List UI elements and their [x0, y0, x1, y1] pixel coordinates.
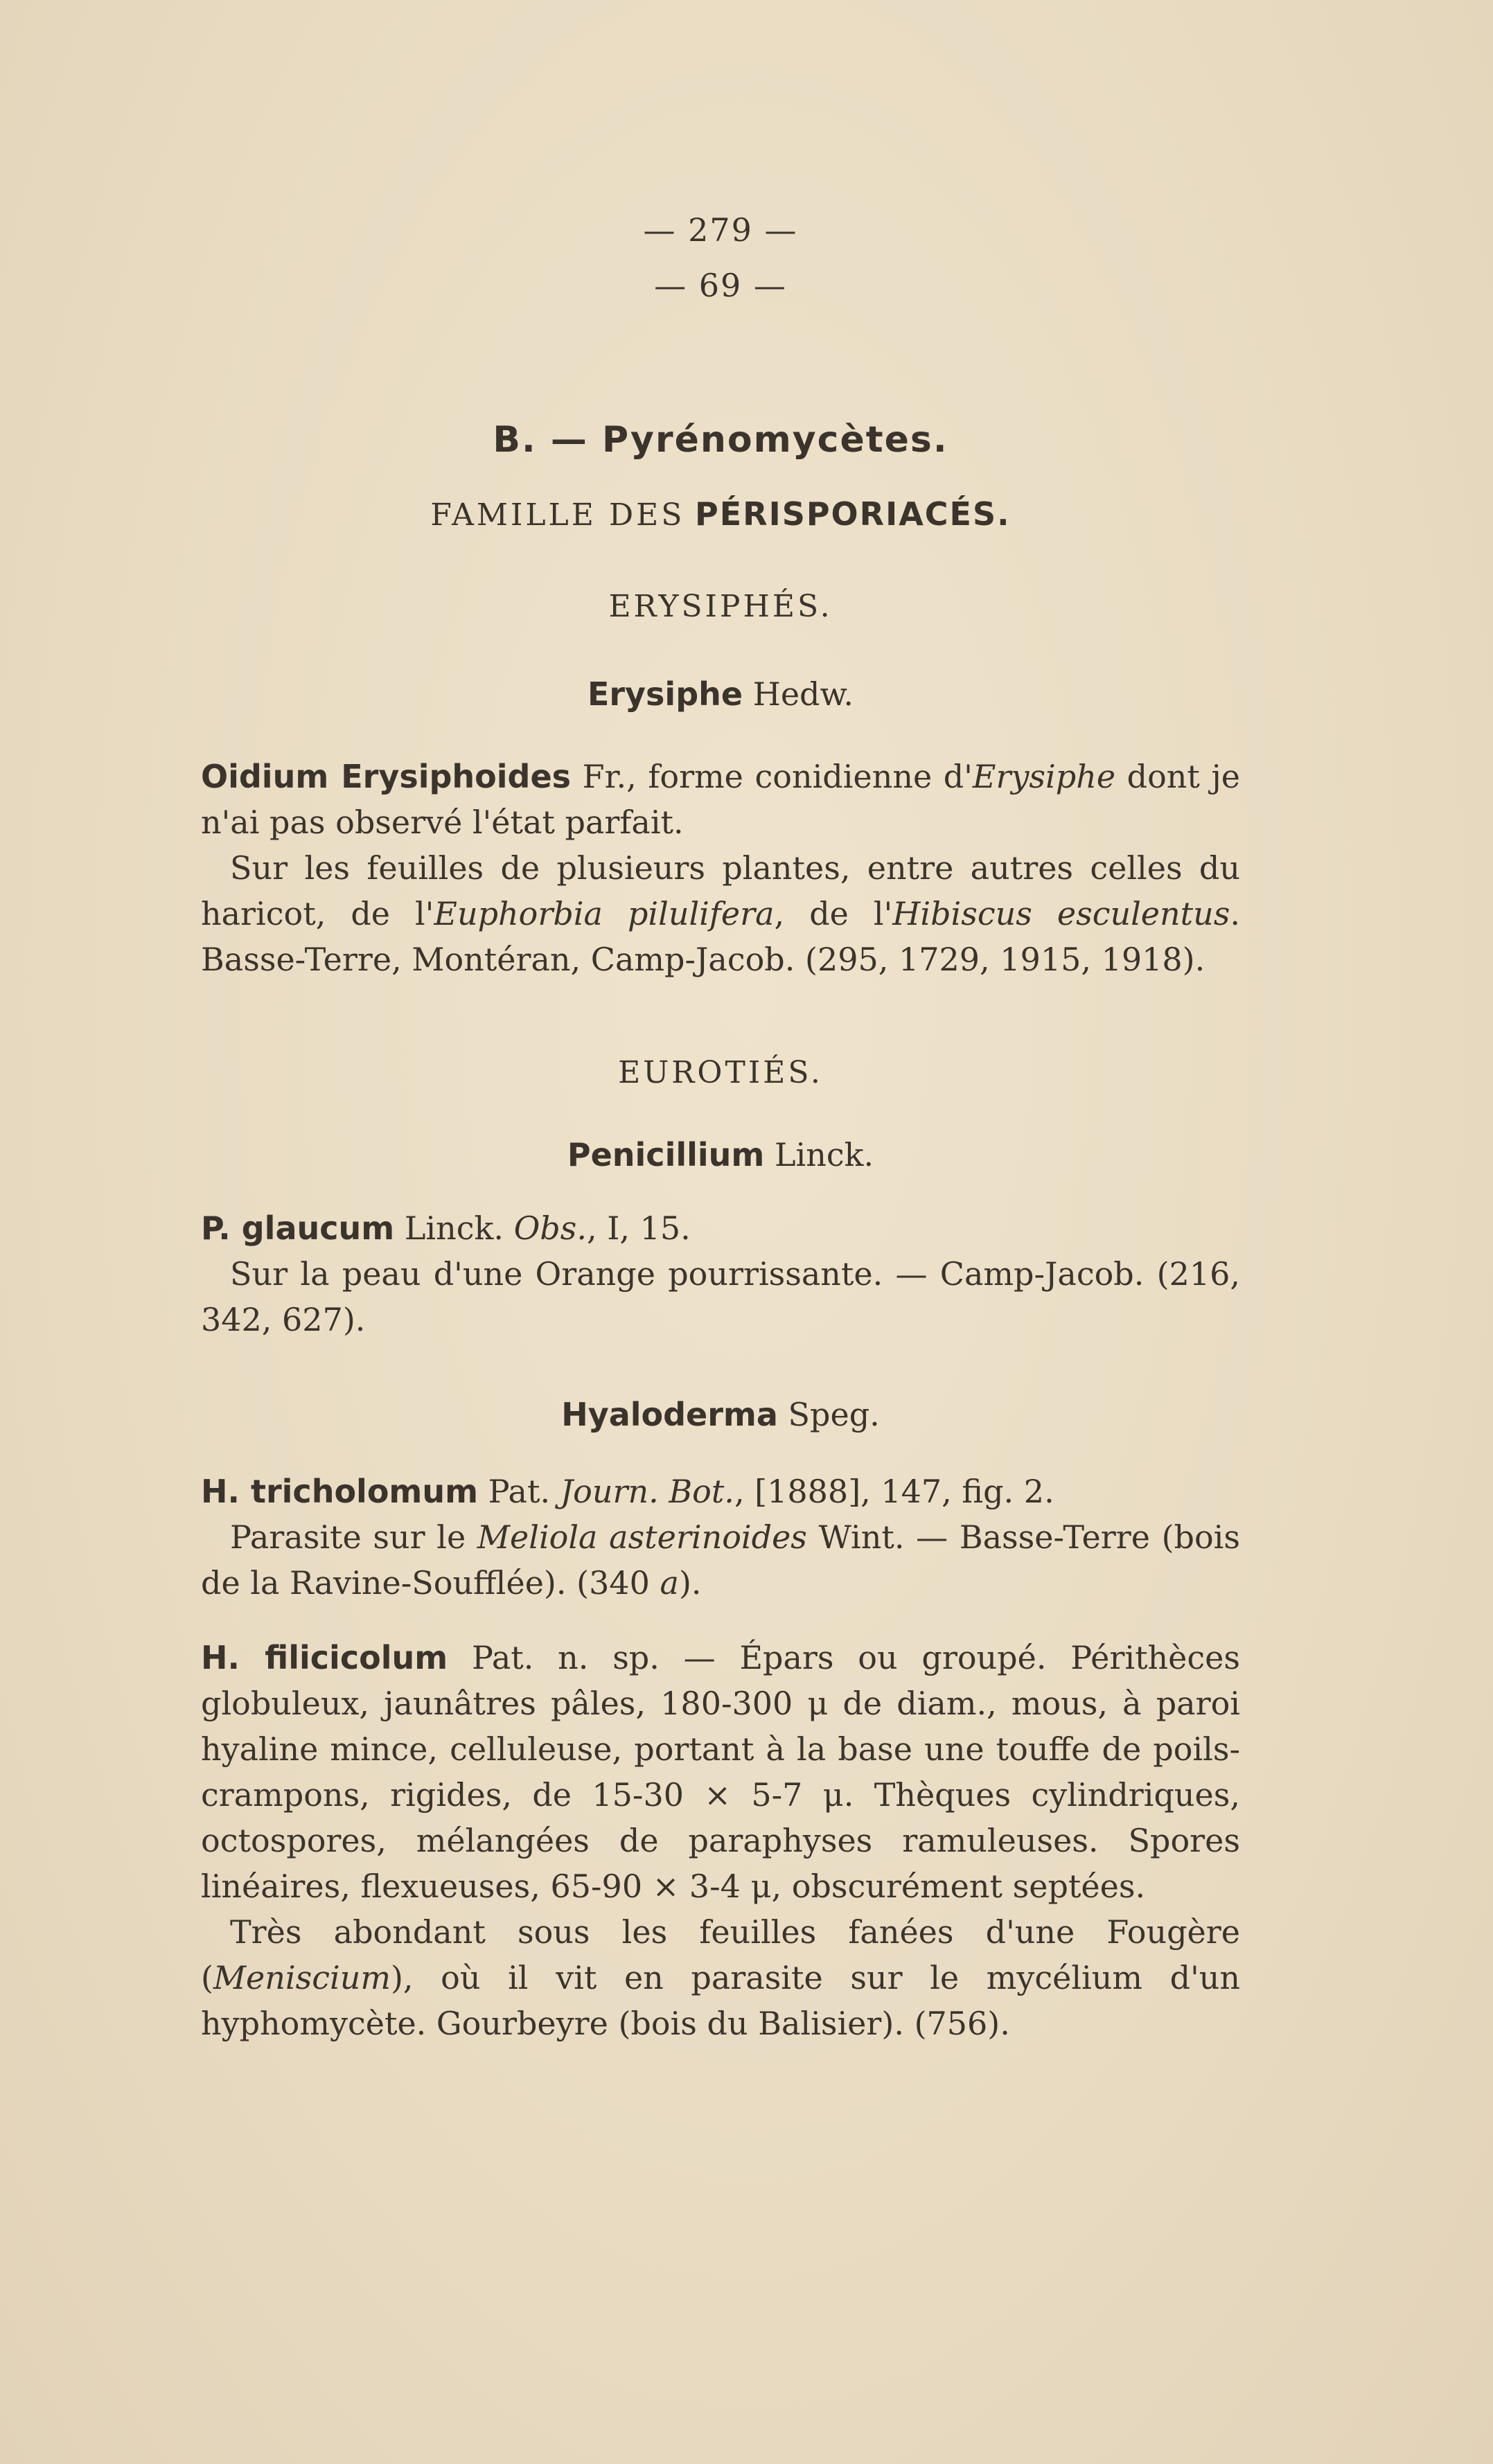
entry-text: Sur la peau d'une Orange pourrissante. — Camp-Jacob. (216, 342, 627).	[201, 1255, 1240, 1338]
entry-text: Pat. n. sp. — Épars ou groupé. Périthèces globuleux, jaunâtres pâles, 180-300 μ de diam., mous, à paroi hyaline mince, celluleuse, portant à la base une touffe de poils-crampons, rigides, de 15-30 × 5-7 μ. Thèques cylindriques, octospores, mélangées de paraphyses ramuleuses. Spores linéaires, flexueuses, 65-90 × 3-4 μ, obscurément septées.	[201, 1639, 1240, 1905]
entry-italic: Obs.	[513, 1209, 587, 1247]
entry-text: . Basse-Terre, Montéran, Camp-Jacob. (295, 1729, 1915, 1918).	[201, 895, 1240, 978]
genus-name: Hyaloderma	[561, 1396, 778, 1433]
species-name: H. filicicolum	[201, 1639, 448, 1676]
family-prefix: FAMILLE DES	[430, 497, 685, 533]
family-name: PÉRISPORIACÉS.	[695, 495, 1011, 533]
genus-name: Erysiphe	[587, 675, 743, 713]
species-name: Oidium Erysiphoides	[201, 758, 572, 795]
tribe-eurotiees: EUROTIÉS.	[618, 1055, 823, 1090]
entry-glaucum	[201, 1205, 1240, 1342]
entry-text: Wint. — Basse-Terre (bois de la Ravine-Soufflée). (340	[201, 1518, 1240, 1602]
tribe-erysiphes: ERYSIPHÉS.	[608, 589, 833, 624]
species-name: P. glaucum	[201, 1209, 395, 1247]
entry-text: Linck.	[394, 1209, 514, 1247]
entry-text: , I, 15.	[586, 1209, 691, 1247]
entry-italic: Meliola asterinoides	[477, 1518, 807, 1556]
entry-text: dont je n'ai pas observé l'état parfait.	[201, 758, 1240, 841]
family-heading	[201, 495, 1240, 533]
entry-oidium	[201, 754, 1240, 982]
genus-name: Penicillium	[567, 1136, 765, 1173]
entry-italic: Hibiscus esculentus	[892, 895, 1230, 932]
entry-filicicolum	[201, 1635, 1240, 2046]
page-number-primary: — 279 —	[643, 211, 798, 249]
genus-hyaloderma	[201, 1396, 1240, 1433]
entry-tricholomum	[201, 1469, 1240, 1606]
entry-text: Pat.	[478, 1473, 560, 1510]
entry-text: Sur les feuilles de plusieurs plantes, entre autres celles du haricot, de l'	[201, 849, 1240, 932]
entry-italic: Journ. Bot.	[560, 1473, 734, 1510]
entry-text: ), où il vit en parasite sur le mycélium d'un hyphomycète. Gourbeyre (bois du Balisier). (756).	[201, 1959, 1240, 2042]
section-title: B. — Pyrénomycètes.	[493, 419, 948, 461]
entry-italic: Euphorbia pilulifera	[434, 895, 775, 932]
entry-italic: Meniscium	[213, 1959, 391, 1996]
entry-italic: a	[660, 1564, 679, 1602]
genus-penicillium	[201, 1136, 1240, 1173]
genus-author: Linck.	[774, 1136, 874, 1173]
genus-erysiphe	[201, 675, 1240, 713]
entry-text: , [1888], 147, fig. 2.	[734, 1473, 1054, 1510]
entry-text: Fr., forme conidienne d'	[571, 758, 973, 795]
entry-text: Parasite sur le	[230, 1518, 477, 1556]
entry-text: , de l'	[774, 895, 893, 932]
page-number-secondary: — 69 —	[654, 267, 787, 304]
genus-author: Hedw.	[752, 675, 854, 713]
species-name: H. tricholomum	[201, 1473, 479, 1510]
genus-author: Speg.	[788, 1396, 880, 1433]
entry-text: ).	[678, 1564, 702, 1602]
entry-italic: Erysiphe	[972, 758, 1116, 795]
entry-text: Très abondant sous les feuilles fanées d'une Fougère (	[201, 1913, 1240, 1996]
